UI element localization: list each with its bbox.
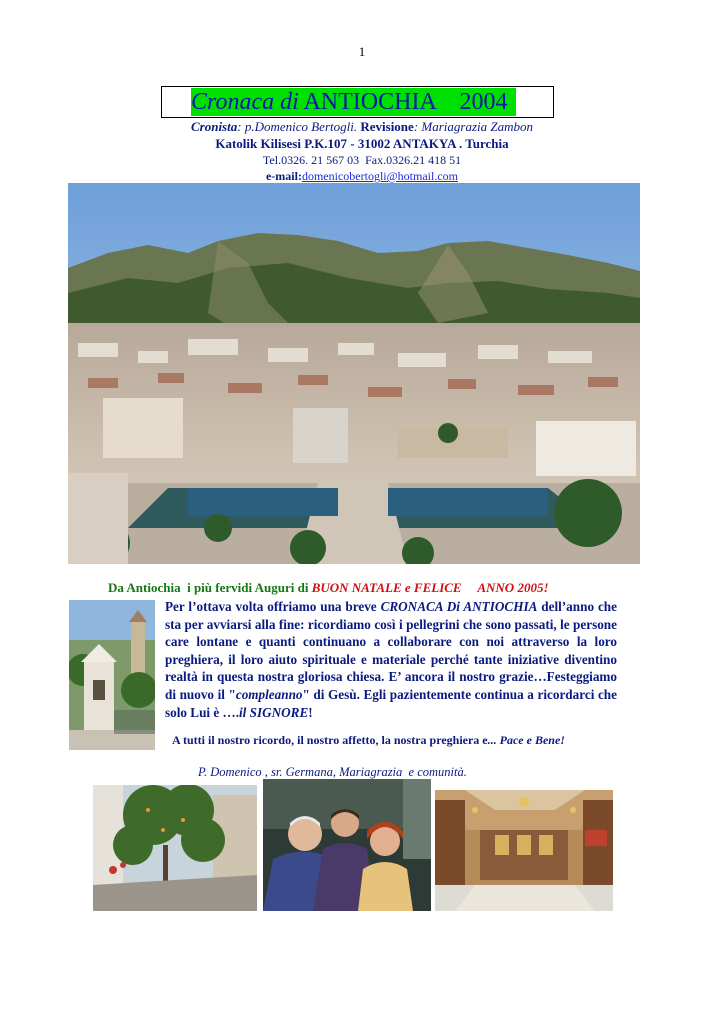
message-paragraph [165, 598, 617, 721]
chapel-interior-photo [435, 790, 613, 911]
revisione-value: : Mariagrazia Zambon [413, 119, 533, 134]
signature: P. Domenico , sr. Germana, Mariagrazia e comunità. [198, 765, 467, 779]
page-title [191, 88, 531, 116]
greeting-highlight: BUON NATALE e FELICE ANNO 2005! [311, 580, 549, 595]
message-part-4: ! [308, 704, 313, 720]
title-italic: Cronaca di [191, 89, 299, 115]
email-label: e-mail: [265, 169, 302, 183]
closing-line [172, 733, 632, 748]
title-box [161, 86, 554, 118]
closing-text: A tutti il nostro ricordo, il nostro affetto, la nostra preghiera e [172, 733, 488, 747]
email-link[interactable]: domenicobertogli@hotmail.com [301, 169, 458, 183]
courtyard-photo [93, 785, 257, 911]
message-part-1: Per l’ottava volta offriamo una breve [165, 599, 381, 614]
title-main: ANTIOCHIA 2004 [298, 89, 508, 115]
email-line [0, 169, 724, 184]
christmas-greeting [108, 580, 668, 596]
people-group-photo [263, 779, 431, 911]
message-part-3: " di Gesù. Egli pazientemente continua a ricordarci che solo Lui è …. [165, 686, 617, 720]
credits-line [0, 119, 724, 135]
revisione-label: Revisione [360, 119, 414, 134]
message-compleanno: compleanno [235, 686, 303, 702]
bell-tower-photo [69, 600, 155, 750]
message-signore: il SIGNORE [239, 704, 309, 720]
greeting-prefix: Da Antiochia i più fervidi Auguri di [108, 580, 312, 595]
cronista-label: Cronista [190, 119, 238, 134]
antioch-panorama-photo [68, 183, 640, 564]
cronista-value: : p.Domenico Bertogli. [237, 119, 361, 134]
phone-line: Tel.0326. 21 567 03 Fax.0326.21 418 51 [262, 153, 462, 167]
closing-pace-e-bene: ... Pace e Bene! [487, 733, 565, 747]
page-number: 1 [358, 44, 366, 59]
address-line: Katolik Kilisesi P.K.107 - 31002 ANTAKYA . Turchia [215, 136, 509, 151]
message-part-2: dell’anno che sta per avviarsi alla fine: ricordiamo così i pellegrini che sono passati, le persone care lontane e quanti continuano a collaborare con noi attraverso la loro preghiera, il loro aiuto spirituale e materiale perché tante iniziative diventino realtà in questa nostra gloriosa chiesa. E’ ancora il nostro grazie…Festeggiamo di nuovo il " [165, 599, 617, 702]
message-chronicle-title: CRONACA Di ANTIOCHIA [380, 599, 538, 614]
